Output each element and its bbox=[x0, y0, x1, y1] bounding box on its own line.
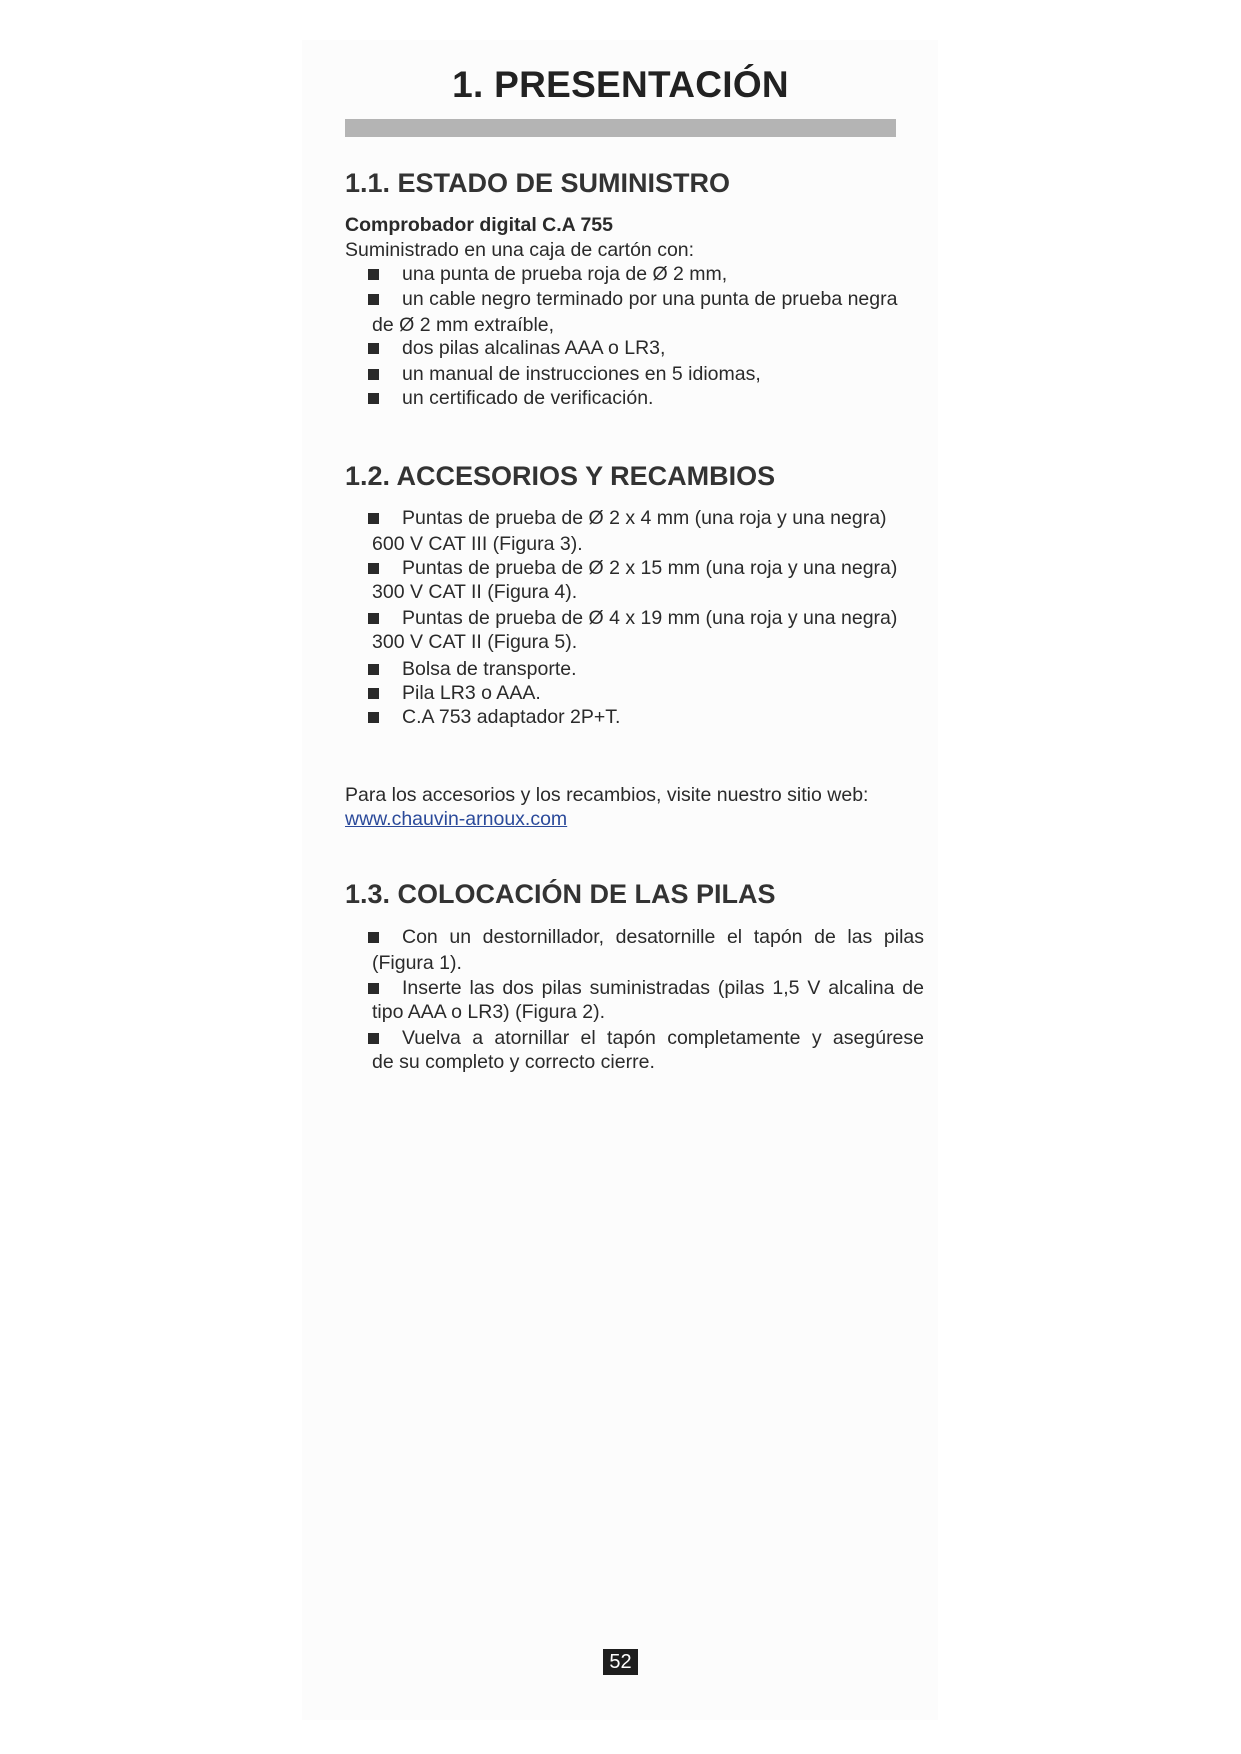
list-item-continuation: tipo AAA o LR3) (Figura 2). bbox=[372, 1001, 606, 1023]
list-item: Puntas de prueba de Ø 2 x 15 mm (una roja y una negra) bbox=[402, 557, 898, 579]
bullet-icon bbox=[368, 712, 379, 723]
bullet-icon bbox=[368, 294, 379, 305]
list-item: Bolsa de transporte. bbox=[402, 658, 577, 680]
list-item-continuation: 600 V CAT III (Figura 3). bbox=[372, 533, 583, 555]
bullet-icon bbox=[368, 269, 379, 280]
bullet-icon bbox=[368, 664, 379, 675]
list-item-continuation: de su completo y correcto cierre. bbox=[372, 1051, 655, 1073]
bullet-icon bbox=[368, 1033, 379, 1044]
web-note: Para los accesorios y los recambios, visite nuestro sitio web: bbox=[345, 784, 869, 806]
website-link[interactable]: www.chauvin-arnoux.com bbox=[345, 808, 568, 830]
list-item: una punta de prueba roja de Ø 2 mm, bbox=[402, 263, 728, 285]
bullet-icon bbox=[368, 393, 379, 404]
bullet-icon bbox=[368, 983, 379, 994]
bullet-icon bbox=[368, 688, 379, 699]
list-item-continuation: 300 V CAT II (Figura 5). bbox=[372, 631, 578, 653]
list-item: Puntas de prueba de Ø 2 x 4 mm (una roja y una negra) bbox=[402, 507, 887, 529]
list-item-continuation: 300 V CAT II (Figura 4). bbox=[372, 581, 578, 603]
page-number: 52 bbox=[603, 1649, 638, 1675]
product-name: Comprobador digital C.A 755 bbox=[345, 214, 613, 236]
list-item-continuation: (Figura 1). bbox=[372, 952, 462, 974]
list-item-continuation: de Ø 2 mm extraíble, bbox=[372, 314, 555, 336]
title-underline-bar bbox=[345, 119, 896, 137]
list-item: C.A 753 adaptador 2P+T. bbox=[402, 706, 621, 728]
bullet-icon bbox=[368, 369, 379, 380]
bullet-icon bbox=[368, 932, 379, 943]
list-item: un manual de instrucciones en 5 idiomas, bbox=[402, 363, 761, 385]
list-item: Pila LR3 o AAA. bbox=[402, 682, 541, 704]
list-item: Puntas de prueba de Ø 4 x 19 mm (una roja y una negra) bbox=[402, 607, 898, 629]
section-heading-pilas: 1.3. COLOCACIÓN DE LAS PILAS bbox=[345, 879, 776, 909]
page-title: 1. PRESENTACIÓN bbox=[452, 64, 789, 105]
section-heading-accesorios: 1.2. ACCESORIOS Y RECAMBIOS bbox=[345, 461, 776, 491]
section-heading-suministro: 1.1. ESTADO DE SUMINISTRO bbox=[345, 168, 731, 198]
bullet-icon bbox=[368, 343, 379, 354]
list-item: Inserte las dos pilas suministradas (pilas 1,5 V alcalina de bbox=[402, 977, 924, 999]
list-item: dos pilas alcalinas AAA o LR3, bbox=[402, 337, 666, 359]
list-item: un certificado de verificación. bbox=[402, 387, 654, 409]
list-item: Vuelva a atornillar el tapón completamente y asegúrese bbox=[402, 1027, 924, 1049]
bullet-icon bbox=[368, 513, 379, 524]
bullet-icon bbox=[368, 613, 379, 624]
list-item: Con un destornillador, desatornille el tapón de las pilas bbox=[402, 926, 924, 948]
list-item: un cable negro terminado por una punta de prueba negra bbox=[402, 288, 898, 310]
supply-intro: Suministrado en una caja de cartón con: bbox=[345, 239, 695, 261]
bullet-icon bbox=[368, 563, 379, 574]
